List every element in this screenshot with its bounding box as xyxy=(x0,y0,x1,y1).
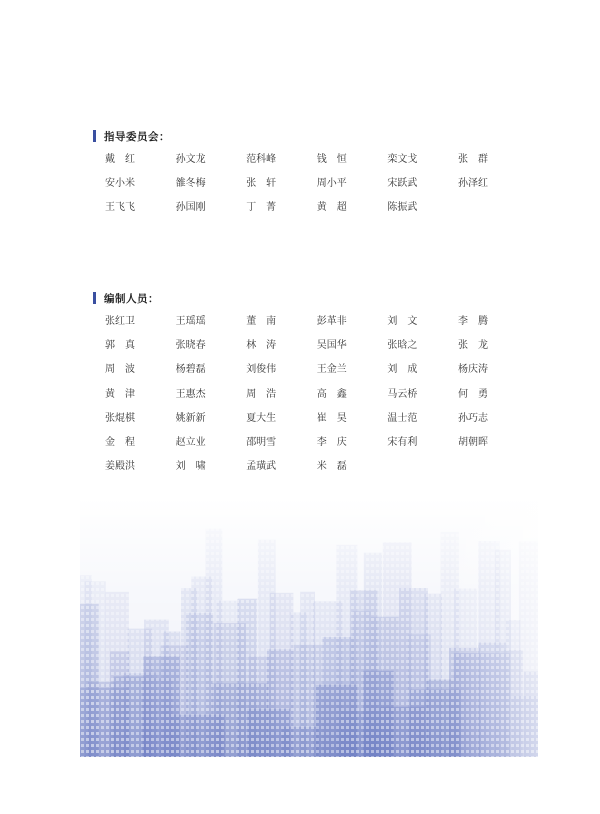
member-name: 陈振武 xyxy=(387,202,418,214)
member-name: 张晗之 xyxy=(387,340,418,352)
member-name: 米 磊 xyxy=(316,461,347,473)
member-name: 孟璜武 xyxy=(246,461,277,473)
editors-heading xyxy=(93,291,513,305)
member-name: 马云桥 xyxy=(387,388,418,400)
member-name: 周 浩 xyxy=(246,388,277,400)
member-name: 周小平 xyxy=(316,178,347,190)
member-name: 姚新新 xyxy=(175,412,206,424)
member-name: 金 程 xyxy=(105,436,135,448)
member-name: 孙国刚 xyxy=(175,202,206,214)
member-name: 王瑶瑶 xyxy=(175,316,206,327)
member-name: 刘 啸 xyxy=(175,461,206,473)
heading-accent-bar xyxy=(93,292,96,304)
member-name: 杨庆涛 xyxy=(457,364,488,376)
member-name: 孙泽红 xyxy=(457,178,488,190)
member-name: 王惠杰 xyxy=(175,388,206,400)
member-name: 张焜棋 xyxy=(105,412,135,424)
member-name: 张 轩 xyxy=(246,178,277,190)
member-name: 戴 红 xyxy=(105,154,135,165)
editors-section xyxy=(93,291,513,484)
member-name: 雒冬梅 xyxy=(175,178,206,190)
member-name: 黄 超 xyxy=(316,202,347,214)
member-name: 胡朝晖 xyxy=(457,436,488,448)
member-name: 夏大生 xyxy=(246,412,277,424)
member-name: 刘 成 xyxy=(387,364,418,376)
member-name: 李 腾 xyxy=(457,316,488,327)
member-name: 张 龙 xyxy=(457,340,488,352)
city-skyline-image xyxy=(80,497,538,757)
member-name: 郭 真 xyxy=(105,340,135,352)
heading-accent-bar xyxy=(93,130,96,142)
member-name: 宋有利 xyxy=(387,436,418,448)
guidance-committee-heading xyxy=(93,129,513,143)
member-name: 宋跃武 xyxy=(387,178,418,190)
editors-title: 编制人员： xyxy=(104,292,159,305)
member-name: 吴国华 xyxy=(316,340,347,352)
member-name: 李 庆 xyxy=(316,436,347,448)
member-name: 张 群 xyxy=(457,154,488,165)
member-name: 彭革非 xyxy=(316,316,347,327)
member-name: 董 南 xyxy=(246,316,277,327)
member-name: 张晓春 xyxy=(175,340,206,352)
member-name: 王飞飞 xyxy=(105,202,135,214)
editors-list xyxy=(105,315,513,484)
member-name: 范科峰 xyxy=(246,154,277,165)
guidance-committee-title: 指导委员会： xyxy=(104,130,170,143)
member-name: 姜殿洪 xyxy=(105,461,135,473)
member-name: 崔 昊 xyxy=(316,412,347,424)
member-name: 钱 恒 xyxy=(316,154,347,165)
member-name: 安小米 xyxy=(105,178,135,190)
guidance-committee-list xyxy=(105,153,513,226)
member-name: 孙文龙 xyxy=(175,154,206,165)
member-name: 张红卫 xyxy=(105,316,135,327)
member-name: 栾文戈 xyxy=(387,154,418,165)
member-name: 温士范 xyxy=(387,412,418,424)
member-name: 孙巧志 xyxy=(457,412,488,424)
city-skyline-illustration xyxy=(80,497,538,757)
member-name: 林 涛 xyxy=(246,340,277,352)
member-name: 赵立业 xyxy=(175,436,206,448)
guidance-committee-section xyxy=(93,129,513,226)
member-name: 丁 菁 xyxy=(246,202,277,214)
member-name: 何 勇 xyxy=(457,388,488,400)
member-name: 高 鑫 xyxy=(316,388,347,400)
member-name: 刘 文 xyxy=(387,316,418,327)
member-name: 刘俊伟 xyxy=(246,364,277,376)
member-name: 王金兰 xyxy=(316,364,347,376)
member-name: 黄 津 xyxy=(105,388,135,400)
member-name: 杨碧磊 xyxy=(175,364,206,376)
member-name: 周 波 xyxy=(105,364,135,376)
member-name: 邵明雪 xyxy=(246,436,277,448)
